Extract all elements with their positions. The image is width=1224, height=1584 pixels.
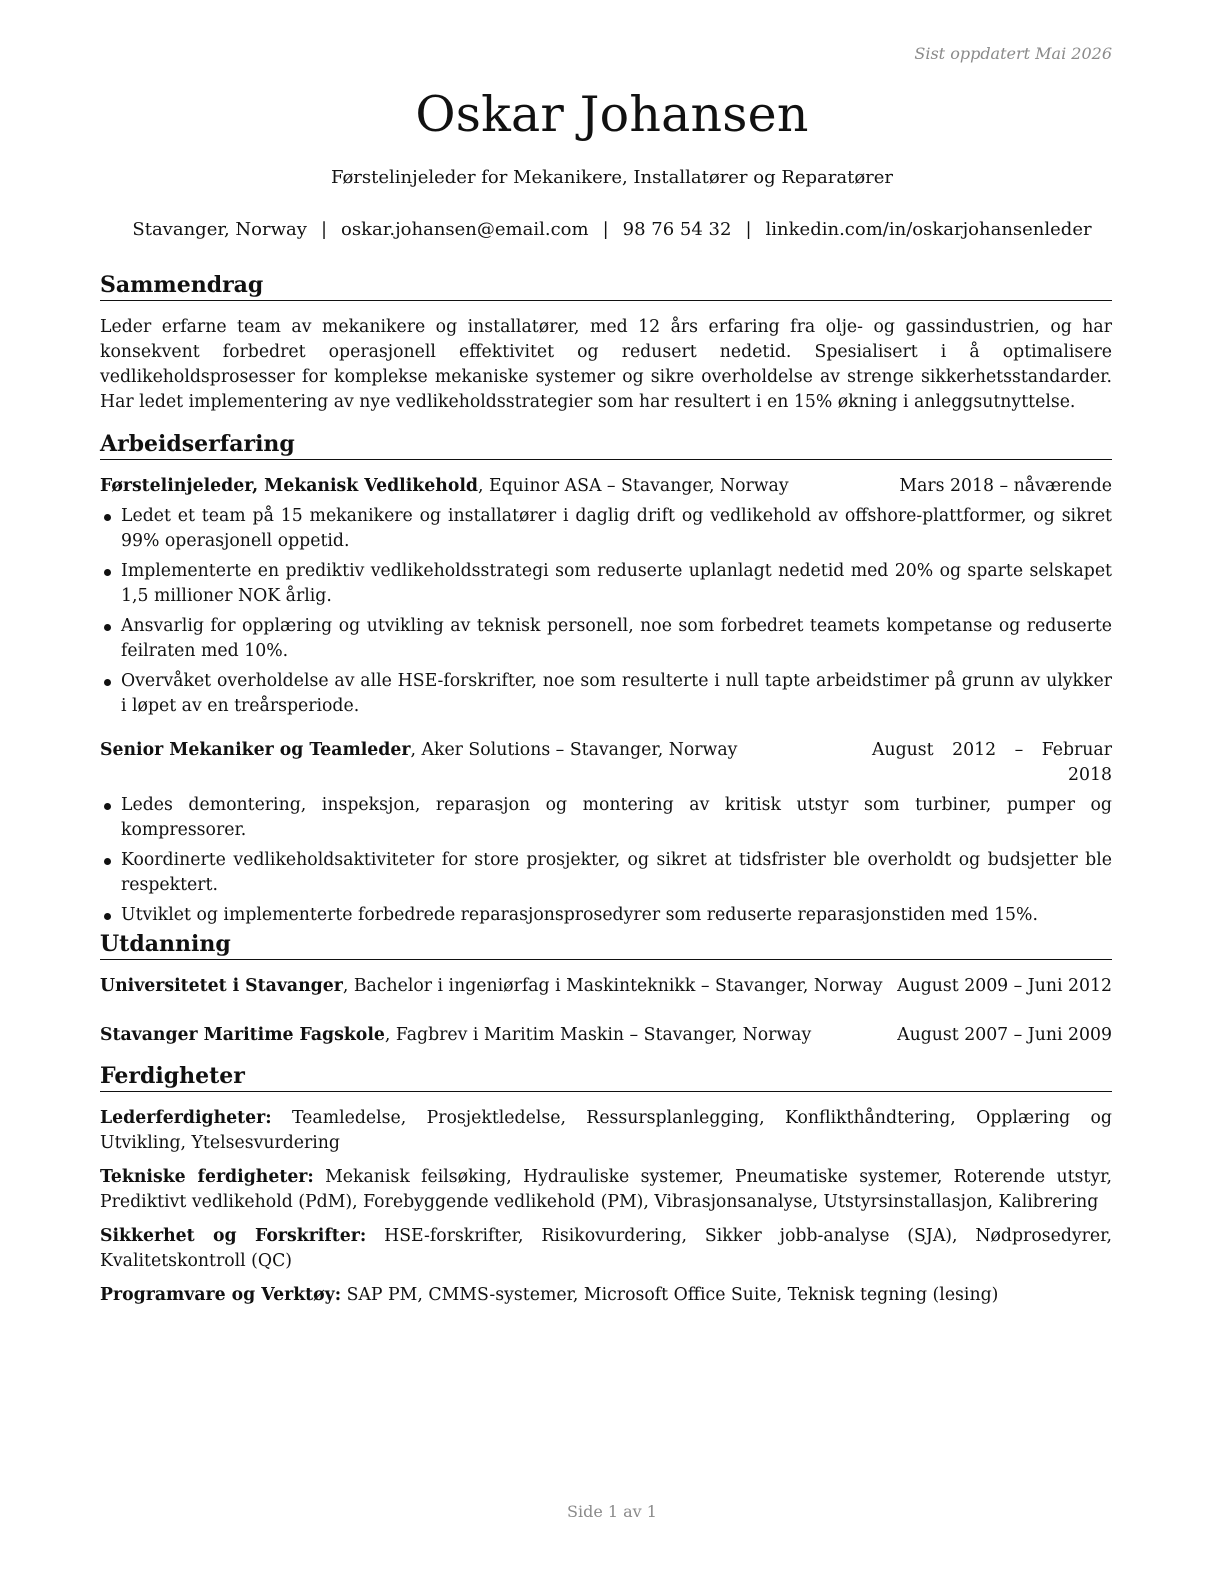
job-company: , Equinor ASA – Stavanger, Norway <box>478 476 789 496</box>
skill-group <box>100 1224 1112 1274</box>
job-dates: August 2012 – Februar 2018 <box>872 740 1112 785</box>
job-bullet: Ledes demontering, inspeksjon, reparasjon og montering av kritisk utstyr som turbiner, pumper og kompressorer. <box>100 793 1112 843</box>
contact-linkedin[interactable]: linkedin.com/in/oskarjohansenleder <box>765 219 1092 240</box>
education-detail: , Fagbrev i Maritim Maskin – Stavanger, Norway <box>384 1025 812 1045</box>
skills-heading: Ferdigheter <box>100 1062 1112 1092</box>
job-role: Senior Mekaniker og Teamleder <box>100 740 411 760</box>
job-bullet: Koordinerte vedlikeholdsaktiviteter for store prosjekter, og sikret at tidsfrister ble overholdt og budsjetter ble respektert. <box>100 848 1112 898</box>
candidate-name: Oskar Johansen <box>415 86 809 143</box>
experience-section <box>100 430 1112 933</box>
education-school: Stavanger Maritime Fagskole <box>100 1025 385 1045</box>
experience-heading: Arbeidserfaring <box>100 430 1112 460</box>
job-entry <box>100 738 1112 928</box>
education-heading: Utdanning <box>100 930 1112 960</box>
education-dates: August 2009 – Juni 2012 <box>897 976 1112 996</box>
summary-text: Leder erfarne team av mekanikere og installatører, med 12 års erfaring fra olje- og gassindustrien, og har konsekvent forbedret operasjonell effektivitet og redusert nedetid. Spesialisert i å optimalisere vedlikeholdsprosesser for komplekse mekaniske systemer og sikre overholdelse av strenge sikkerhetsstandarder. Har ledet implementering av nye vedlikeholdsstrategier som har resultert i en 15% økning i anleggsutnyttelse. <box>100 317 1112 412</box>
skill-group <box>100 1283 1112 1308</box>
page-number: Side 1 av 1 <box>567 1502 657 1521</box>
skill-list: HSE-forskrifter, Risikovurdering, Sikker jobb-analyse (SJA), Nødprosedyrer, Kvalitetskontroll (QC) <box>100 1226 1112 1271</box>
contact-phone: 98 76 54 32 <box>622 219 732 240</box>
skill-label: Lederferdigheter: <box>100 1108 272 1128</box>
contact-separator: | <box>602 219 609 240</box>
contact-location: Stavanger, Norway <box>132 219 307 240</box>
job-bullet: Utviklet og implementerte forbedrede reparasjonsprosedyrer som reduserte reparasjonstiden med 15%. <box>100 903 1112 928</box>
contact-separator: | <box>320 219 328 240</box>
contact-separator: | <box>745 219 752 240</box>
job-company: , Aker Solutions – Stavanger, Norway <box>410 740 738 760</box>
candidate-title: Førstelinjeleder for Mekanikere, Installatører og Reparatører <box>330 167 894 188</box>
contact-line <box>0 219 1224 240</box>
job-bullet: Ansvarlig for opplæring og utvikling av teknisk personell, noe som forbedret teamets kompetanse og reduserte feilraten med 10%. <box>100 614 1112 664</box>
skill-group <box>100 1106 1112 1156</box>
skill-label: Sikkerhet og Forskrifter: <box>100 1226 367 1246</box>
job-bullet: Implementerte en prediktiv vedlikeholdsstrategi som reduserte uplanlagt nedetid med 20% og sparte selskapet 1,5 millioner NOK årlig. <box>100 559 1112 609</box>
contact-email[interactable]: oskar.johansen@email.com <box>341 219 589 240</box>
job-bullets <box>100 793 1112 928</box>
last-updated: Sist oppdatert Mai 2026 <box>914 44 1112 63</box>
skill-list: SAP PM, CMMS-systemer, Microsoft Office Suite, Teknisk tegning (lesing) <box>341 1285 999 1305</box>
job-role: Førstelinjeleder, Mekanisk Vedlikehold <box>100 476 479 496</box>
skills-section <box>100 1062 1112 1317</box>
job-bullets <box>100 504 1112 719</box>
education-dates: August 2007 – Juni 2009 <box>897 1025 1112 1045</box>
skill-list: Teamledelse, Prosjektledelse, Ressursplanlegging, Konflikthåndtering, Opplæring og Utvikling, Ytelsesvurdering <box>100 1108 1112 1153</box>
job-header <box>100 474 1112 499</box>
job-header <box>100 738 1112 788</box>
job-entry <box>100 474 1112 719</box>
education-entry <box>100 1023 1112 1048</box>
skill-group <box>100 1165 1112 1215</box>
skill-label: Tekniske ferdigheter: <box>100 1167 314 1187</box>
education-entry <box>100 974 1112 999</box>
job-bullet: Ledet et team på 15 mekanikere og installatører i daglig drift og vedlikehold av offshore-plattformer, og sikret 99% operasjonell oppetid. <box>100 504 1112 554</box>
job-bullet: Overvåket overholdelse av alle HSE-forskrifter, noe som resulterte i null tapte arbeidstimer på grunn av ulykker i løpet av en treårsperiode. <box>100 669 1112 719</box>
summary-heading: Sammendrag <box>100 271 1112 301</box>
education-school: Universitetet i Stavanger <box>100 976 343 996</box>
summary-section <box>100 271 1112 415</box>
education-detail: , Bachelor i ingeniørfag i Maskinteknikk – Stavanger, Norway <box>342 976 883 996</box>
job-dates: Mars 2018 – nåværende <box>899 476 1112 496</box>
education-section <box>100 930 1112 1048</box>
skill-label: Programvare og Verktøy: <box>100 1285 342 1305</box>
skill-list: Mekanisk feilsøking, Hydrauliske systemer, Pneumatiske systemer, Roterende utstyr, Prediktivt vedlikehold (PdM), Forebyggende vedlikehold (PM), Vibrasjonsanalyse, Utstyrsinstallasjon, Kalibrering <box>100 1167 1112 1212</box>
